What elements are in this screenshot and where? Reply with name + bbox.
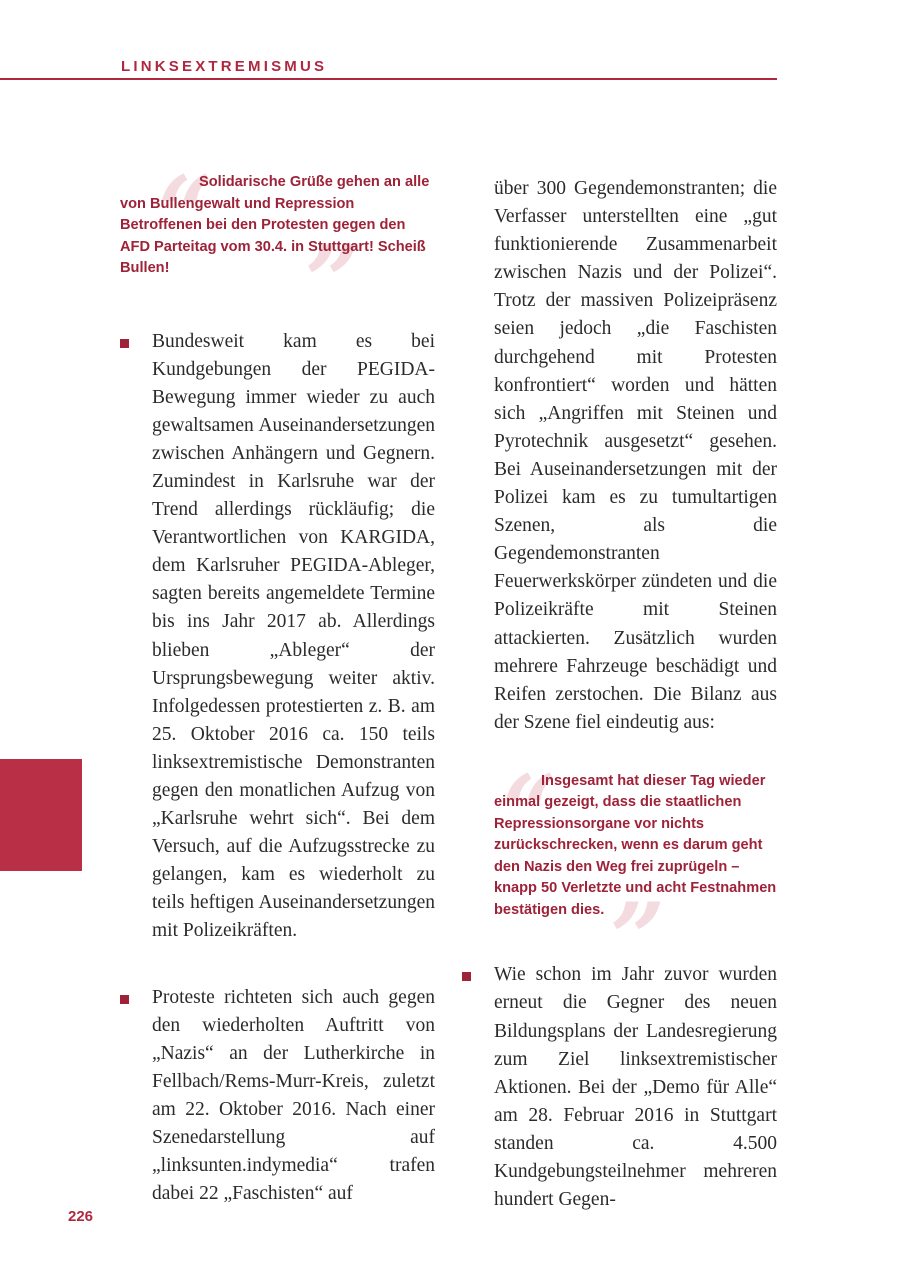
- right-quote: [462, 753, 777, 995]
- bullet-square-icon: [462, 972, 471, 981]
- list-item: [462, 961, 777, 1214]
- bullet-square-icon: [120, 995, 129, 1004]
- bullet-text: Bundesweit kam es bei Kundgebungen der PEGIDA-Bewegung immer wieder zu auch gewaltsamen Auseinandersetzungen zwischen Anhängern und Gegnern. Zumindest in Karlsruhe war der Trend allerdings rückläufig; die Verantwortlichen von KARGIDA, dem Karlsruher PEGIDA-Ableger, sagten bereits angemeldete Termine bis ins Jahr 2017 ab. Allerdings blieben „Ableger“ der Ursprungsbewegung weiter aktiv. Infolgedessen protestierten z. B. am 25. Oktober 2016 ca. 150 teils linksextremistische Demonstranten gegen den monatlichen Aufzug von „Karlsruhe wehrt sich“. Bei dem Versuch, auf die Aufzugsstrecke zu gelangen, kam es wiederholt zu teils heftigen Auseinandersetzungen mit Polizeikräften.: [152, 330, 435, 942]
- section-title: LINKSEXTREMISMUS: [121, 58, 328, 75]
- page-number: 226: [68, 1208, 94, 1225]
- list-item: [120, 328, 435, 946]
- open-quote-icon: “: [158, 155, 214, 268]
- list-item: [120, 984, 435, 1209]
- close-quote-icon: ”: [305, 225, 361, 338]
- left-column: [120, 155, 435, 1208]
- bullet-text: Proteste richteten sich auch gegen den wiederholten Auftritt von „Nazis“ an der Lutherkirche in Fellbach/Rems-Murr-Kreis, zuletzt am 22. Oktober 2016. Nach einer Szenedarstellung auf „linksunten.indymedia“ trafen dabei 22 „Faschisten“ auf: [152, 986, 435, 1205]
- bullet-square-icon: [120, 339, 129, 348]
- right-quote-text: Insgesamt hat dieser Tag wieder einmal gezeigt, dass die staatlichen Repressionsorgane vor nichts zurückschrecken, wenn es darum geht den Nazis den Weg frei zuprügeln – knapp 50 Verletzte und acht Festnahmen bestätigen dies.: [494, 772, 777, 918]
- right-column: [462, 175, 777, 1214]
- open-quote-icon: “: [502, 753, 558, 867]
- left-quote-text: Solidarische Grüße gehen an alle von Bullengewalt und Repression Betroffenen bei den Protesten gegen den AFD Parteitag vom 30.4. in Stuttgart! Scheiß Bullen!: [120, 174, 430, 276]
- continuation-paragraph: über 300 Gegendemonstranten; die Verfasser unterstellten eine „gut funktionierende Zusammenarbeit zwischen Nazis und der Polizei“. Trotz der massiven Polizeipräsenz seien jedoch „die Faschisten durchgehend mit Protesten konfrontiert“ worden und hätten sich „Angriffen mit Steinen und Pyrotechnik ausgesetzt“ gesehen. Bei Auseinandersetzungen mit der Polizei kam es zu tumultartigen Szenen, als die Gegendemonstranten Feuerwerkskörper zündeten und die Polizeikräfte mit Steinen attackierten. Zusätzlich wurden mehrere Fahrzeuge beschädigt und Reifen zerstochen. Die Bilanz aus der Szene fiel eindeutig aus:: [494, 178, 777, 733]
- bullet-text: Wie schon im Jahr zuvor wurden erneut die Gegner des neuen Bildungsplans der Landesregierung zum Ziel linksextremistischer Aktionen. Bei der „Demo für Alle“ am 28. Februar 2016 in Stuttgart standen ca. 4.500 Kundgebungsteilnehmer mehreren hundert Gegen-: [494, 964, 777, 1211]
- close-quote-icon: ”: [610, 881, 666, 995]
- left-quote: [120, 155, 435, 338]
- side-color-tab: [0, 759, 82, 871]
- header-rule: [0, 78, 777, 80]
